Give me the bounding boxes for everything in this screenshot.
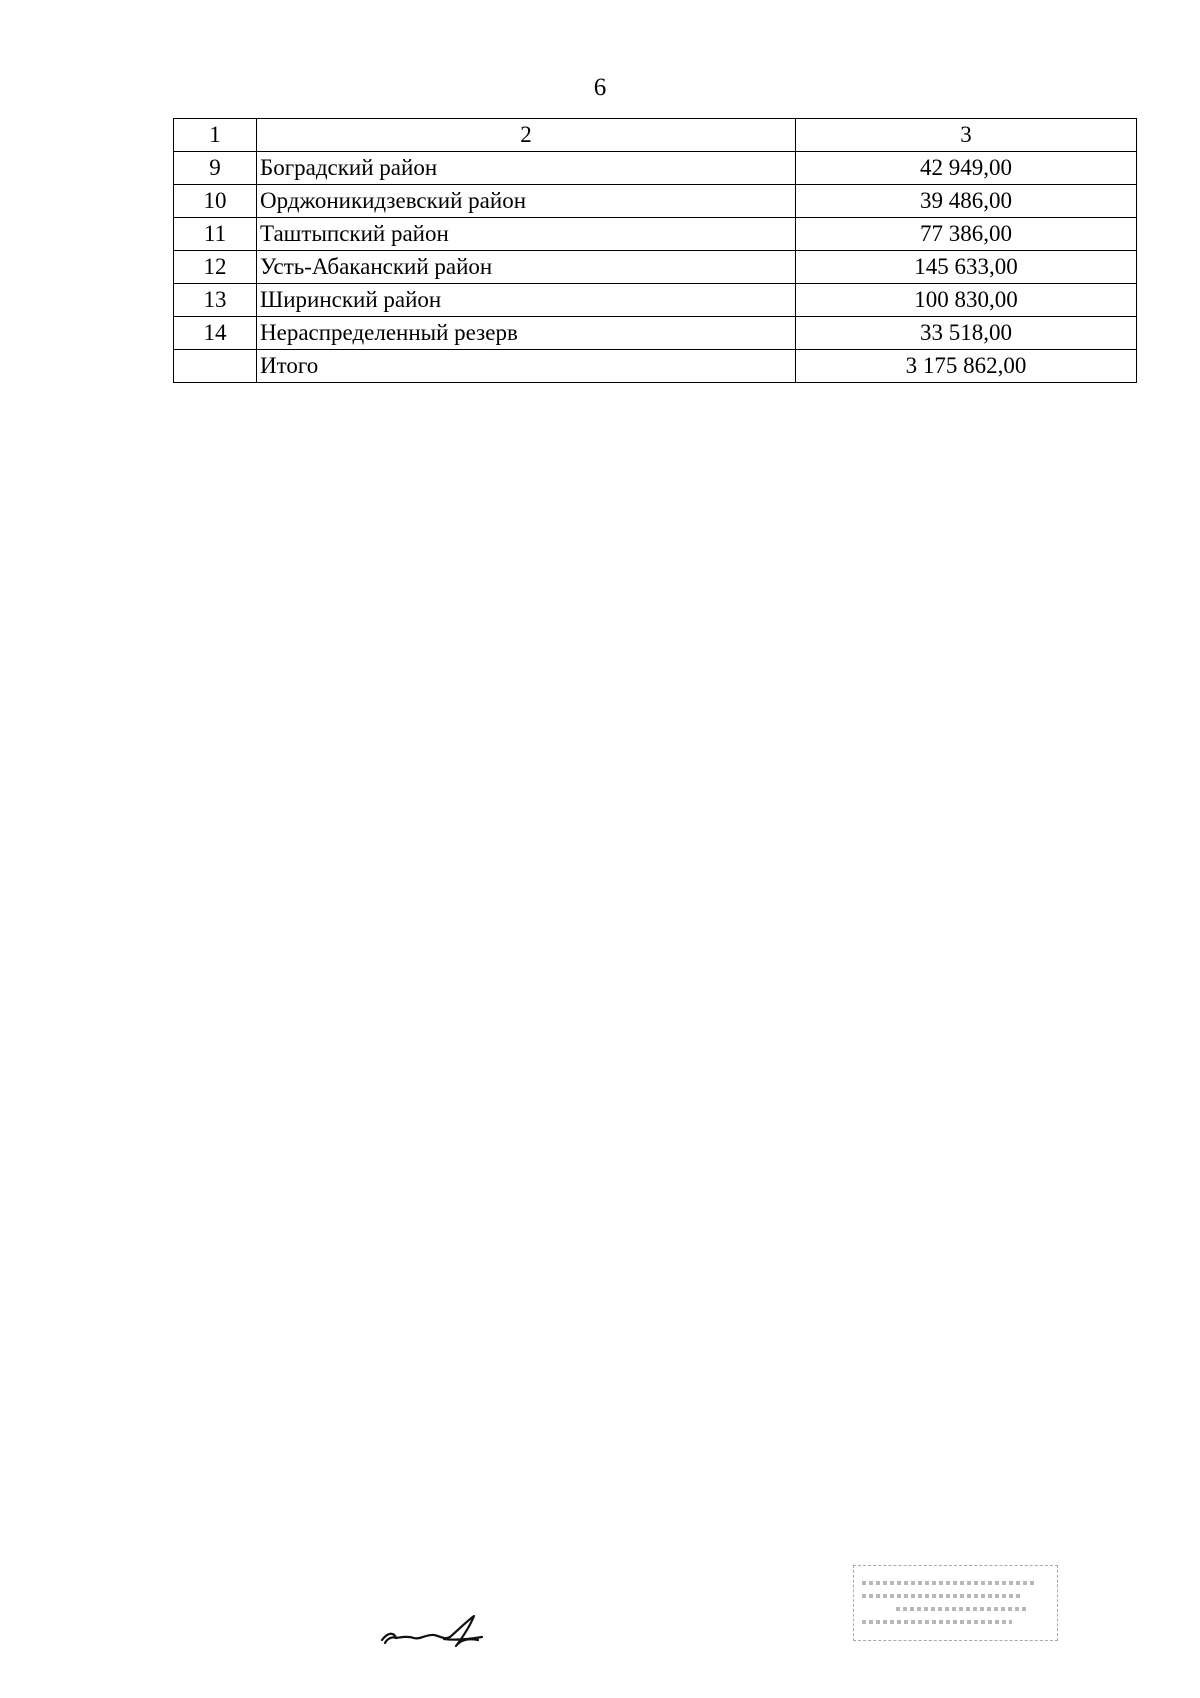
header-col-1: 1: [174, 119, 257, 152]
row-district: Таштыпский район: [257, 218, 796, 251]
row-amount: 33 518,00: [796, 317, 1137, 350]
row-amount: 39 486,00: [796, 185, 1137, 218]
row-number: 10: [174, 185, 257, 218]
row-number: 12: [174, 251, 257, 284]
row-number: 11: [174, 218, 257, 251]
row-district: Нераспределенный резерв: [257, 317, 796, 350]
row-district: Орджоникидзевский район: [257, 185, 796, 218]
total-number: [174, 350, 257, 383]
table-total-row: [174, 350, 1137, 383]
total-label: Итого: [257, 350, 796, 383]
table-row: [174, 185, 1137, 218]
table-row: [174, 152, 1137, 185]
row-district: Боградский район: [257, 152, 796, 185]
header-col-3: 3: [796, 119, 1137, 152]
row-amount: 145 633,00: [796, 251, 1137, 284]
table-row: [174, 218, 1137, 251]
row-number: 9: [174, 152, 257, 185]
allocation-table: [173, 118, 1137, 383]
row-number: 14: [174, 317, 257, 350]
page-number: 6: [593, 74, 607, 101]
registration-stamp: [853, 1565, 1058, 1641]
table-row: [174, 251, 1137, 284]
table-row: [174, 284, 1137, 317]
table-row: [174, 317, 1137, 350]
signature-mark: [378, 1610, 488, 1650]
table-header-row: [174, 119, 1137, 152]
row-amount: 42 949,00: [796, 152, 1137, 185]
row-amount: 100 830,00: [796, 284, 1137, 317]
total-amount: 3 175 862,00: [796, 350, 1137, 383]
row-district: Усть-Абаканский район: [257, 251, 796, 284]
row-number: 13: [174, 284, 257, 317]
row-amount: 77 386,00: [796, 218, 1137, 251]
row-district: Ширинский район: [257, 284, 796, 317]
header-col-2: 2: [257, 119, 796, 152]
